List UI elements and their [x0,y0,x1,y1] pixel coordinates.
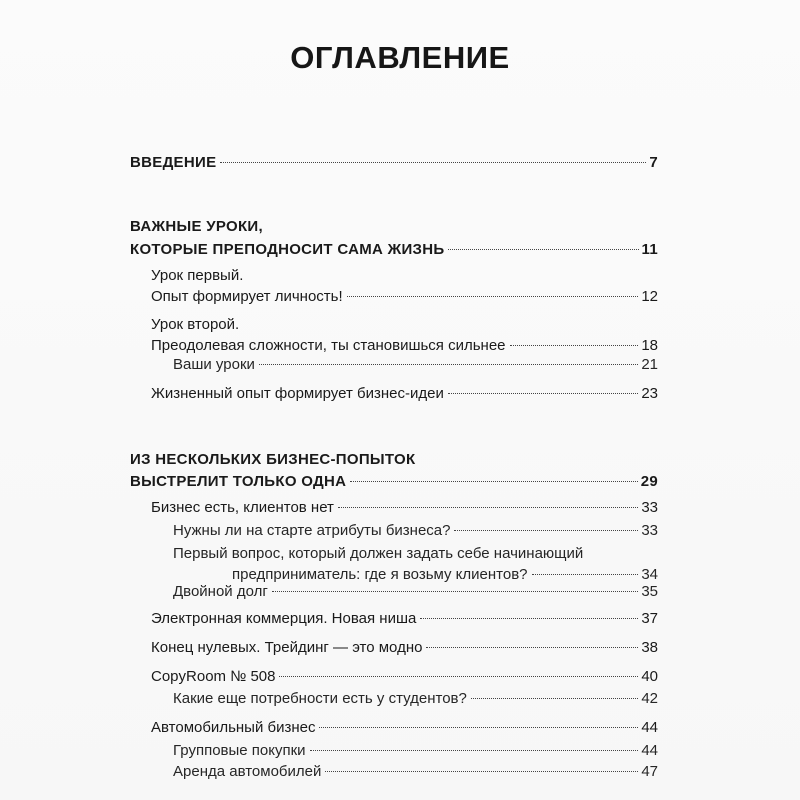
page-title: ОГЛАВЛЕНИЕ [290,40,510,75]
toc-entry-label: Групповые покупки [173,742,306,759]
toc-leader-dots [325,771,638,772]
toc-page-number: 44 [641,742,658,759]
toc-entry [130,217,658,259]
toc-entry [173,521,658,540]
toc-entry [173,544,658,584]
toc-page-number: 35 [641,583,658,600]
toc-entry-label: Двойной долг [173,583,268,600]
toc-entry-label: предприниматель: где я возьму клиентов? [232,566,528,583]
toc-page-number: 47 [641,763,658,780]
toc-leader-dots [347,296,639,297]
toc-entry [173,582,658,601]
toc-leader-dots [279,676,638,677]
toc-leader-dots [420,618,638,619]
toc-entry-label: ВЫСТРЕЛИТ ТОЛЬКО ОДНА [130,473,347,490]
toc-leader-dots [471,698,638,699]
toc-entry-label: Опыт формирует личность! [151,288,343,305]
toc-entry-label: Жизненный опыт формирует бизнес-идеи [151,385,444,402]
toc-leader-dots [259,364,638,365]
toc-leader-dots [532,574,639,575]
toc-leader-dots [448,393,638,394]
toc-entry-label-line: Первый вопрос, который должен задать себе начинающий [173,545,584,562]
toc-page-number: 18 [641,337,658,354]
toc-entry-label: КОТОРЫЕ ПРЕПОДНОСИТ САМА ЖИЗНЬ [130,241,445,258]
toc-entry-label: Преодолевая сложности, ты становишься сильнее [151,337,506,354]
toc-entry [173,689,658,708]
toc-page-number: 33 [641,522,658,539]
toc-entry [173,741,658,760]
toc-leader-dots [338,507,638,508]
toc-entry-label: Аренда автомобилей [173,763,322,780]
toc-entry-label: Ваши уроки [173,356,255,373]
toc-leader-dots [510,345,639,346]
toc-page-number: 7 [649,154,658,171]
toc-entry-label: CopyRoom № 508 [151,668,276,685]
toc-page-number: 40 [641,668,658,685]
toc-entry [151,266,658,306]
toc-entry-label-line: ИЗ НЕСКОЛЬКИХ БИЗНЕС-ПОПЫТОК [130,451,416,468]
toc-entry [151,609,658,628]
toc-page-number: 37 [641,610,658,627]
toc-page-number: 29 [640,473,658,490]
toc-leader-dots [220,162,646,163]
toc-entry [173,762,658,781]
toc-leader-dots [319,727,638,728]
toc-page-number: 38 [641,639,658,656]
toc-entry [151,384,658,403]
toc-page-number: 12 [641,288,658,305]
toc-entry-label: Электронная коммерция. Новая ниша [151,610,417,627]
toc-page-number: 21 [641,356,658,373]
toc-entry [151,718,658,737]
toc-leader-dots [426,647,638,648]
toc-entry-label: Бизнес есть, клиентов нет [151,499,334,516]
toc-leader-dots [272,591,638,592]
toc-entry-label: ВВЕДЕНИЕ [130,154,217,171]
toc-entry [151,638,658,657]
toc-entry-label: Нужны ли на старте атрибуты бизнеса? [173,522,451,539]
toc-page-number: 33 [641,499,658,516]
toc-entry [130,153,658,172]
toc-page-number: 23 [641,385,658,402]
toc-entry [173,355,658,374]
toc-entry [151,667,658,686]
toc-entry-label-line: ВАЖНЫЕ УРОКИ, [130,218,263,235]
toc-entry [130,450,658,491]
toc-page-number: 44 [641,719,658,736]
toc-entry [151,315,658,355]
toc-entry-label: Конец нулевых. Трейдинг — это модно [151,639,423,656]
toc-entry-label: Автомобильный бизнес [151,719,316,736]
toc-entry-label: Какие еще потребности есть у студентов? [173,690,467,707]
toc-page-number: 42 [641,690,658,707]
toc-entry [151,498,658,517]
toc-leader-dots [448,249,638,250]
toc-page-number: 34 [641,566,658,583]
toc-entry-label-line: Урок второй. [151,316,240,333]
toc-leader-dots [350,481,637,482]
toc-leader-dots [310,750,639,751]
toc-leader-dots [454,530,638,531]
toc-entry-label-line: Урок первый. [151,267,244,284]
toc-page-number: 11 [641,241,658,258]
